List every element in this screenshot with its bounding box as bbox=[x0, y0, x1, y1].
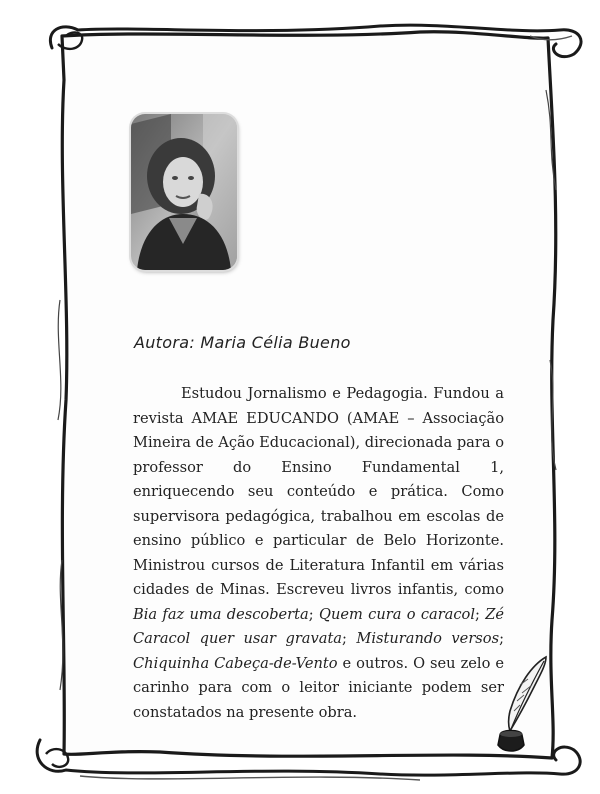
author-bio bbox=[133, 382, 504, 725]
author-photo bbox=[131, 114, 237, 270]
book-title: Misturando versos bbox=[356, 630, 500, 647]
author-label: Autora: Maria Célia Bueno bbox=[134, 333, 351, 352]
book-title: Quem cura o caracol bbox=[318, 605, 475, 623]
book-title: Zé Caracol quer usar gravata bbox=[133, 605, 505, 647]
bio-paragraph: Estudou Jornalismo e Pedagogia. Fundou a revista AMAE EDUCANDO (AMAE – Associação Mineira de Ação Educacional), direcionada para o professor do Ensino Fundamental 1, enriquecendo seu conteúdo e prática. Como supervisora pedagógica, trabalhou em escolas de ensino público e particular de Belo Horizonte. Ministrou cursos de Literatura Infantil em várias cidades de Minas. Escreveu livros infantis, como Bia faz uma descoberta; Quem cura o caracol; Zé Caracol quer usar gravata; Misturando versos; Chiquinha Cabeça-de-Vento e outros. O seu zelo e carinho para com o leitor iniciante podem ser constatados na presente obra. bbox=[133, 385, 505, 721]
book-title: Bia faz uma descoberta bbox=[133, 605, 309, 623]
book-title: Chiquinha Cabeça-de-Vento bbox=[133, 654, 338, 672]
quill-inkwell-icon bbox=[492, 655, 554, 753]
